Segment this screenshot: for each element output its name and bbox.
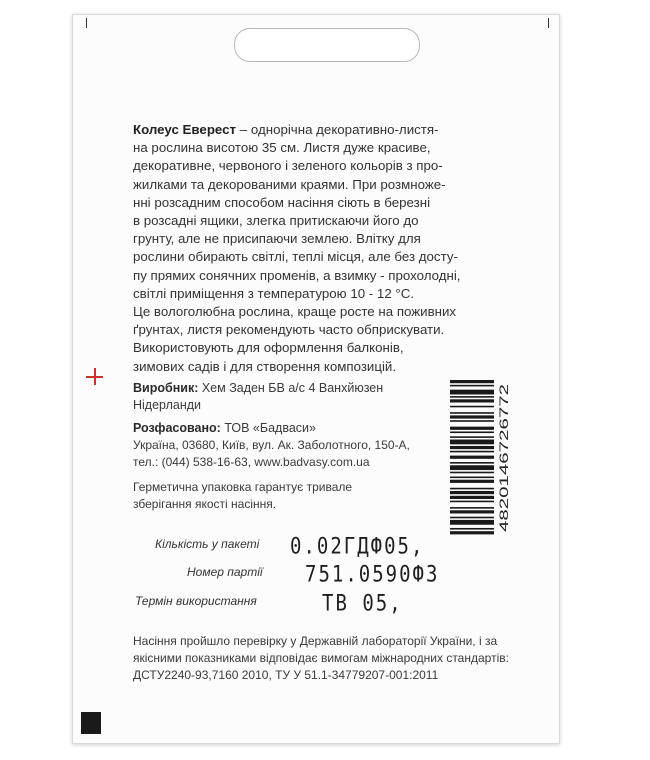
barcode-bar xyxy=(450,496,494,499)
barcode-bar xyxy=(450,399,494,402)
barcode-number xyxy=(497,382,511,532)
barcode-bar xyxy=(450,431,494,433)
barcode-bar xyxy=(450,420,494,422)
manufacturer-block xyxy=(133,380,443,414)
barcode-bar xyxy=(450,476,494,478)
barcode-bar xyxy=(450,491,494,494)
description-line: в розсадні ящики, злегка притискаючи його до xyxy=(133,213,419,229)
description-line: пу прямих сонячних променів, а взимку - прохолодні, xyxy=(133,267,461,283)
barcode-number-text: 4820146726772 xyxy=(499,448,511,532)
barcode-bar xyxy=(450,436,494,438)
barcode-bar xyxy=(450,380,494,383)
manufacturer-value: Хем Заден БВ а/с 4 Ванхйюзен xyxy=(198,381,384,395)
hanging-hole xyxy=(234,28,420,62)
barcode-bar xyxy=(450,412,494,414)
barcode-bar xyxy=(450,385,494,387)
barcode-bar xyxy=(450,451,494,453)
barcode-bar xyxy=(450,396,494,398)
barcode-bar xyxy=(450,446,494,449)
description-line: декоративне, червоного і зеленого кольорів з про- xyxy=(133,158,443,174)
description-line: грунту, але не присипаючи землею. Влітку для xyxy=(133,231,421,247)
plant-description xyxy=(133,121,523,376)
crop-mark-right xyxy=(548,18,549,28)
certification-line: Насіння пройшло перевірку у Державній лабораторії України, і за xyxy=(133,634,498,648)
barcode-bar xyxy=(450,528,494,530)
certification-line: якісними показниками відповідає вимогам міжнародних стандартів: xyxy=(133,651,509,665)
expiry-value: ТВ 05, xyxy=(322,591,403,617)
corner-print-mark xyxy=(81,712,101,734)
description-line: жилками та декорованими краями. При розмноже- xyxy=(133,176,446,192)
registration-mark-icon-vertical xyxy=(94,368,96,385)
description-line: Це вологолюбна рослина, краще росте на поживних xyxy=(133,304,457,320)
description-line: – однорічна декоративно-листя- xyxy=(236,122,439,137)
plant-title: Колеус Еверест xyxy=(133,122,237,137)
certification-note xyxy=(133,633,553,684)
barcode-bar xyxy=(450,415,494,418)
barcode-bar xyxy=(450,390,494,395)
barcode-bar xyxy=(450,507,494,509)
barcode-bar xyxy=(450,517,494,519)
barcode-bar xyxy=(450,456,494,459)
packaging-note xyxy=(133,479,443,513)
barcode-bar xyxy=(450,520,494,525)
packaging-note-line: зберігання якості насіння. xyxy=(133,497,277,511)
description-line: на рослина висотою 35 см. Листя дуже красиве, xyxy=(133,140,431,156)
barcode-bar xyxy=(450,440,494,445)
barcode-bar xyxy=(450,427,494,430)
expiry-label: Термін використання xyxy=(135,594,257,608)
batch-value: 751.0590ФЗ xyxy=(305,562,440,588)
description-line: рослини обирають світлі, теплі місця, але без досту- xyxy=(133,249,458,265)
certification-line: ДСТУ2240-93,7160 2010, ТУ У 51.1-34779207-001:2011 xyxy=(133,668,439,682)
barcode-bar xyxy=(450,531,494,534)
packer-address: Україна, 03680, Київ, вул. Ак. Заболотного, 150-А, xyxy=(133,438,410,452)
barcode-bar xyxy=(450,465,494,470)
barcode-bar xyxy=(450,488,494,490)
packer-label: Розфасовано: xyxy=(133,421,221,435)
barcode-bar xyxy=(450,510,494,513)
manufacturer-country: Нідерланди xyxy=(133,398,201,412)
description-line: зимових садів і для створення композицій. xyxy=(133,358,397,374)
description-line: нні розсадним способом насіння сіють в березні xyxy=(133,194,431,210)
packer-block xyxy=(133,420,443,471)
barcode-bar xyxy=(450,406,494,408)
packer-contacts: тел.: (044) 538-16-63, www.badvasy.com.ua xyxy=(133,455,370,469)
barcode-bar xyxy=(450,472,494,474)
barcode-bar xyxy=(450,462,494,464)
quantity-value: 0.02ГДФ05, xyxy=(290,534,425,560)
description-line: світлі приміщення з температурою 10 - 12 °С. xyxy=(133,285,415,301)
packer-value: ТОВ «Бадваси» xyxy=(220,421,316,435)
description-first-line xyxy=(133,121,523,139)
barcode-bar xyxy=(450,501,494,503)
barcode-bar xyxy=(450,480,494,483)
manufacturer-label: Виробник: xyxy=(133,381,199,395)
description-line: Використовують для оформлення балконів, xyxy=(133,340,404,356)
quantity-label: Кількість у пакеті xyxy=(155,537,260,551)
description-line: ґрунтах, листя рекомендують часто обприскувати. xyxy=(133,322,445,338)
crop-mark-left xyxy=(86,18,87,28)
batch-label: Номер партії xyxy=(187,565,263,579)
packaging-note-line: Герметична упаковка гарантує тривале xyxy=(133,480,353,494)
